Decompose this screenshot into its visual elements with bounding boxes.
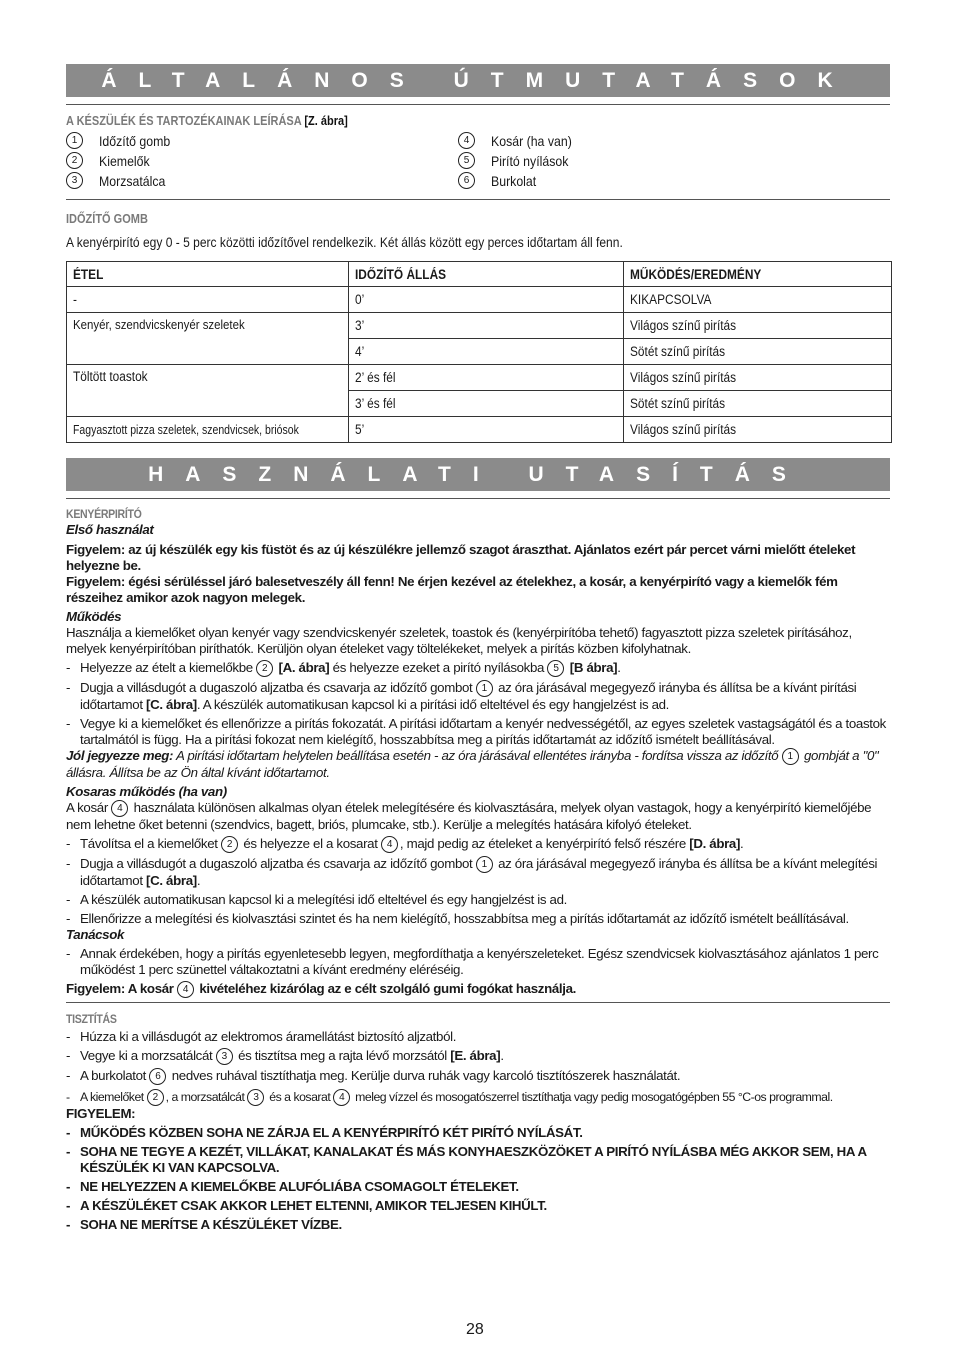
- table-row: [67, 313, 892, 339]
- page-content: [66, 64, 890, 1233]
- first-use-heading: Első használat: [66, 522, 154, 537]
- warning-item: - SOHA NE TEGYE A KEZÉT, VILLÁKAT, KANALAKAT ÉS MÁS KONYHAESZKÖZÖKET A PIRÍTÓ NYÍLÁSBA MÉG AKKOR SEM, HA A KÉSZÜLÉK KI VAN KAPCSOLVA.: [66, 1144, 890, 1176]
- list-item: - Ellenőrizze a melegítési és kiolvasztási szintet és ha nem kielégítő, hosszabbítsa meg a pirítás időtartamát az időzítő ismételt beállításával.: [66, 911, 890, 927]
- operation-text: Használja a kiemelőket olyan kenyér vagy szendvicskenyér szeletek, toastok és (kenyérpirítóba tehető) fagyasztott pizza szeletek pirításához, melyek kenyérpirítóban piríthatók. Kerüljön olyan ételeket vagy töltelékeket, melyek a pirítás közben kifolyhatnak.: [66, 625, 852, 656]
- table-header: ÉTEL: [67, 262, 349, 287]
- warning-item: - SOHA NE MERÍTSE A KÉSZÜLÉKET VÍZBE.: [66, 1217, 890, 1233]
- table-cell: Világos színű pirítás: [623, 313, 891, 339]
- toaster-heading: KENYÉRPIRÍTÓ: [66, 507, 142, 521]
- list-item: - Húzza ki a villásdugót az elektromos áramellátást biztosító aljzatból.: [66, 1029, 890, 1045]
- divider: [66, 104, 890, 105]
- list-item: - A kiemelőket 2 , a morzsatálcát 3 és a kosarat 4 meleg vízzel és mosogatószerrel tisztíthatja vagy pedig mosogatógépben 55 °C-os programmal.: [66, 1089, 890, 1106]
- list-item: - Dugja a villásdugót a dugaszoló aljzatba és csavarja az időzítő gombot 1 az óra járásával megegyező irányba és állítsa be a kívánt pirítási időtartamot [C. ábra]. A készülék automatikusan kapcsol ki a pirítási idő elteltével és egy hangjelzést is ad.: [66, 680, 890, 713]
- part-item: 2 Kiemelők: [66, 152, 458, 169]
- divider: [66, 498, 890, 499]
- cleaning-heading: TISZTÍTÁS: [66, 1012, 117, 1026]
- section-title-general: ÁLTALÁNOS ÚTMUTATÁSOK: [66, 64, 890, 97]
- cleaning-section: [66, 1011, 890, 1233]
- parts-heading: A KÉSZÜLÉK ÉS TARTOZÉKAINAK LEÍRÁSA [Z. ábra]: [66, 114, 348, 128]
- divider: [66, 1002, 890, 1003]
- table-cell: Sötét színű pirítás: [623, 339, 891, 365]
- table-cell: Sötét színű pirítás: [623, 391, 891, 417]
- timer-heading: IDŐZÍTŐ GOMB: [66, 212, 148, 226]
- table-cell: Fagyasztott pizza szeletek, szendvicsek, briósok: [67, 417, 349, 443]
- table-header: MŰKÖDÉS/EREDMÉNY: [623, 262, 891, 287]
- page-number: 28: [466, 1321, 484, 1338]
- warning-item: - NE HELYEZZEN A KIEMELŐKBE ALUFÓLIÁBA CSOMAGOLT ÉTELEKET.: [66, 1179, 890, 1195]
- table-cell: Világos színű pirítás: [623, 365, 891, 391]
- list-item: - A burkolatot 6 nedves ruhával tisztíthatja meg. Kerülje durva ruhák vagy karcoló tisztítószerek használatát.: [66, 1068, 890, 1085]
- operation-heading: Működés: [66, 609, 122, 624]
- part-item: 4 Kosár (ha van): [458, 132, 890, 149]
- table-cell: Világos színű pirítás: [623, 417, 891, 443]
- parts-list: [66, 132, 890, 189]
- table-row: [67, 365, 892, 391]
- section-title-usage: HASZNÁLATI UTASÍTÁS: [66, 458, 890, 491]
- note: Jól jegyezze meg: A pirítási időtartam helytelen beállítása esetén - az óra járásával ellentétes irányba - fordítsa vissza az időzítő 1 gombját a "0" állásra. Állítsa be az Ön által kívánt időtartamot.: [66, 748, 879, 780]
- warning-basket: Figyelem: A kosár 4 kivételéhez kizárólag az e célt szolgáló gumi fogókat használja.: [66, 981, 576, 997]
- list-item: - Dugja a villásdugót a dugaszoló aljzatba és csavarja az időzítő gombot 1 az óra járásával megegyező irányba és állítsa be a kívánt melegítési időtartamot [C. ábra].: [66, 856, 890, 889]
- divider: [66, 199, 890, 200]
- timer-table: [66, 261, 892, 443]
- table-cell: KIKAPCSOLVA: [623, 287, 891, 313]
- part-item: 1 Időzítő gomb: [66, 132, 458, 149]
- list-item: - Távolítsa el a kiemelőket 2 és helyezze el a kosarat 4 , majd pedig az ételeket a kenyérpirító felső részére [D. ábra].: [66, 836, 890, 853]
- warning-item: - A KÉSZÜLÉKET CSAK AKKOR LEHET ELTENNI, AMIKOR TELJESEN KIHŰLT.: [66, 1198, 890, 1214]
- table-cell: Töltött toastok: [67, 365, 349, 417]
- basket-text: A kosár 4 használata különösen alkalmas olyan ételek melegítésére és kiolvasztására, melyek olyan vastagok, hogy a kenyérpirító kiemelőjébe nem lehetne őket betenni (szendvics, bagett, briós, plumcake, stb.). Kerülje a melegítés hatására kifolyó ételeket.: [66, 800, 872, 832]
- toaster-section: [66, 506, 890, 998]
- warning-burn: Figyelem: égési sérüléssel járó balesetveszély áll fenn! Ne érjen kezével az ételekhez, a kosár, a kenyérpirító vagy a kiemelők fém részeihez amikor azok nagyon melegek.: [66, 574, 838, 605]
- part-item: 5 Pirító nyílások: [458, 152, 890, 169]
- list-item: - Helyezze az ételt a kiemelőkbe 2 [A. ábra] és helyezze ezeket a pirító nyílásokba 5 [B ábra].: [66, 660, 890, 677]
- tips-heading: Tanácsok: [66, 927, 125, 942]
- table-cell: -: [67, 287, 349, 313]
- table-cell: 3’: [348, 313, 623, 339]
- part-item: 3 Morzsatálca: [66, 172, 458, 189]
- table-header: IDŐZÍTŐ ÁLLÁS: [348, 262, 623, 287]
- table-row: [67, 417, 892, 443]
- timer-text: A kenyérpirító egy 0 - 5 perc közötti időzítővel rendelkezik. Két állás között egy perces időtartam áll fenn.: [66, 234, 623, 250]
- table-row: [67, 287, 892, 313]
- list-item: - Annak érdekében, hogy a pirítás egyenletesebb legyen, megfordíthatja a kenyérszeleteket. Egész szendvicsek kiolvasztásához ajánlatos 1 perc működést 1 perc szünettel váltakoztatni a kívánt eredmény eléréséig.: [66, 946, 890, 978]
- table-cell: 0’: [348, 287, 623, 313]
- list-item: - Vegye ki a kiemelőket és ellenőrizze a pirítás fokozatát. A pirítási időtartam a kenyér nedvességétől, az egyes szeletek vastagságától és a toastok tartalmától is függ. Ha a pirítási fokozat nem kielégítő, hosszabbítsa meg a pirítás időtartamát az időzítő ismételt beállításával.: [66, 716, 890, 748]
- warning-item: - MŰKÖDÉS KÖZBEN SOHA NE ZÁRJA EL A KENYÉRPIRÍTÓ KÉT PIRÍTÓ NYÍLÁSÁT.: [66, 1125, 890, 1141]
- table-cell: 4’: [348, 339, 623, 365]
- table-cell: 5’: [348, 417, 623, 443]
- part-item: 6 Burkolat: [458, 172, 890, 189]
- basket-heading: Kosaras működés (ha van): [66, 784, 227, 799]
- attention-label: FIGYELEM:: [66, 1106, 136, 1122]
- table-cell: 3’ és fél: [348, 391, 623, 417]
- list-item: - A készülék automatikusan kapcsol ki a melegítési idő elteltével és egy hangjelzést is ad.: [66, 892, 890, 908]
- table-header-row: [67, 262, 892, 287]
- list-item: - Vegye ki a morzsatálcát 3 és tisztítsa meg a rajta lévő morzsától [E. ábra].: [66, 1048, 890, 1065]
- table-cell: Kenyér, szendvicskenyér szeletek: [67, 313, 349, 365]
- table-cell: 2’ és fél: [348, 365, 623, 391]
- warning-smoke: Figyelem: az új készülék egy kis füstöt és az új készülékre jellemző szagot áraszthat. Ajánlatos ezért pár percet várni mielőtt ételeket helyezne be.: [66, 542, 856, 573]
